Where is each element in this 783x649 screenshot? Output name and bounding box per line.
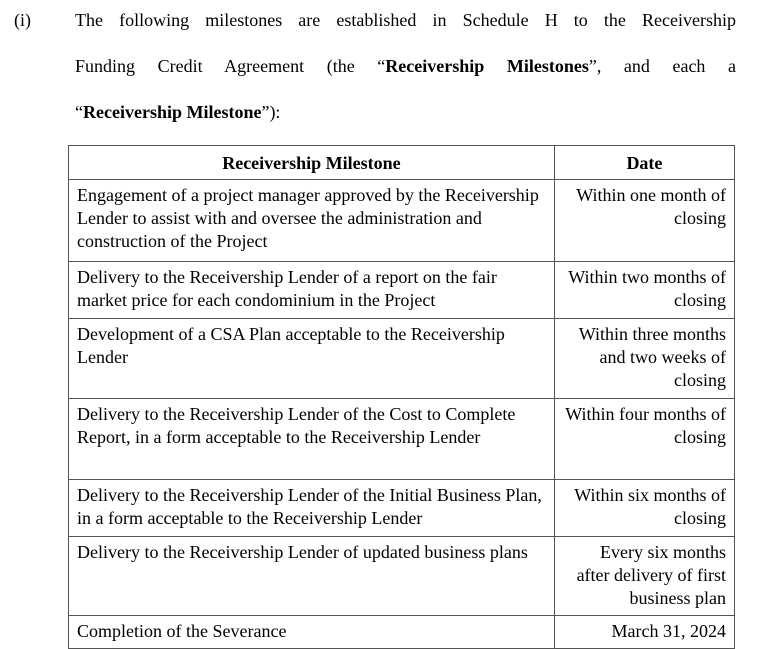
paragraph-line-3-open: “ (75, 102, 83, 122)
milestone-cell: Delivery to the Receivership Lender of updated business plans (69, 537, 555, 616)
header-milestone: Receivership Milestone (69, 146, 555, 180)
date-cell: Every six months after delivery of first business plan (554, 537, 734, 616)
date-cell: Within three months and two weeks of closing (554, 319, 734, 399)
milestone-cell: Delivery to the Receivership Lender of the Cost to Complete Report, in a form acceptable to the Receivership Lender (69, 399, 555, 480)
date-cell: Within four months of closing (554, 399, 734, 480)
table-row (69, 180, 735, 262)
paragraph-line-1: The following milestones are established in Schedule H to the Receivership (75, 10, 736, 30)
table-row (69, 480, 735, 537)
paragraph-line-2-mid: ”, and each a (588, 56, 737, 76)
table-row (69, 399, 735, 480)
header-date: Date (554, 146, 734, 180)
table-header-row (69, 146, 735, 180)
date-cell: Within one month of closing (554, 180, 734, 262)
table-row (69, 262, 735, 319)
milestone-cell: Delivery to the Receivership Lender of the Initial Business Plan, in a form acceptable to the Receivership Lender (69, 480, 555, 537)
milestone-cell: Development of a CSA Plan acceptable to the Receivership Lender (69, 319, 555, 399)
milestone-cell: Delivery to the Receivership Lender of a report on the fair market price for each condominium in the Project (69, 262, 555, 319)
milestone-cell: Engagement of a project manager approved by the Receivership Lender to assist with and oversee the administration and construction of the Project (69, 180, 555, 262)
paragraph-line-3-end: ”): (261, 102, 281, 122)
defined-term-receivership-milestone: Receivership Milestone (83, 102, 262, 122)
defined-term-receivership-milestones: Receivership Milestones (385, 56, 589, 76)
date-cell: Within two months of closing (554, 262, 734, 319)
date-cell: March 31, 2024 (554, 616, 734, 649)
paragraph-line-3 (75, 100, 736, 124)
table-row (69, 319, 735, 399)
milestone-cell: Completion of the Severance (69, 616, 555, 649)
table-row (69, 537, 735, 616)
table-row (69, 616, 735, 649)
date-cell: Within six months of closing (554, 480, 734, 537)
paragraph-marker: (i) (14, 10, 31, 30)
milestones-table (68, 145, 735, 649)
paragraph-line-2-start: Funding Credit Agreement (the “ (75, 56, 386, 76)
paragraph-line-2 (75, 54, 736, 78)
